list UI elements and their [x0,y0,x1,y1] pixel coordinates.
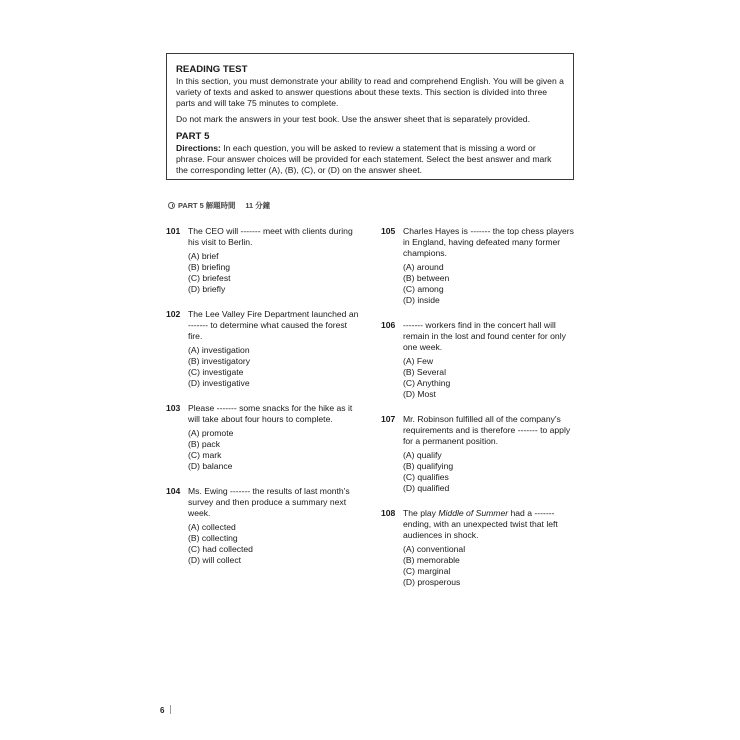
question-stem [403,508,577,541]
answer-option: (C) investigate [188,367,244,377]
question-stem [188,486,362,519]
stem-title: Middle of Summer [438,508,509,518]
section-intro: In this section, you must demonstrate your ability to read and comprehend English. You will be given a variety of texts and asked to answer questions about these texts. This section is divided into three parts and will take 75 minutes to complete. [176,76,564,108]
timer-minutes: 11 分鐘 [245,201,271,210]
stem-text: Mr. Robinson fulfilled all of the company's requirements and is therefore ------- to apply for a permanent position. [403,414,571,446]
question-item [166,486,362,566]
question-item [381,226,577,306]
timer-text: PART 5 解題時間 [178,201,236,210]
question-number: 101 [166,226,181,236]
question-stem [403,320,577,353]
stem-text: The play [403,508,439,518]
answer-option: (C) marginal [403,566,451,576]
question-stem [188,226,362,248]
question-stem [403,414,577,447]
stem-text: ------- workers find in the concert hall will remain in the lost and found center for only one week. [403,320,566,352]
answer-option: (D) qualified [403,483,450,493]
section-title: READING TEST [176,64,248,75]
answer-option: (B) pack [188,439,220,449]
answer-option: (C) had collected [188,544,253,554]
question-column-right [381,226,577,602]
question-body [188,226,362,295]
question-item [381,414,577,494]
question-body [403,320,577,400]
question-number: 103 [166,403,181,413]
answer-option: (A) investigation [188,345,250,355]
answer-option: (A) Few [403,356,434,366]
question-item [166,403,362,472]
answer-option: (A) around [403,262,444,272]
clock-icon [168,202,175,209]
answer-option: (C) among [403,284,444,294]
question-body [188,309,362,389]
part-title: PART 5 [176,131,210,142]
answer-option: (C) briefest [188,273,231,283]
question-number: 107 [381,414,396,424]
answer-option: (A) promote [188,428,234,438]
stem-text: Charles Hayes is ------- the top chess players in England, having defeated many former champions. [403,226,574,258]
question-item [166,226,362,295]
question-item [381,320,577,400]
question-body [403,414,577,494]
answer-option: (B) qualifying [403,461,454,471]
answer-option: (B) collecting [188,533,238,543]
answer-option: (B) briefing [188,262,231,272]
answer-option: (A) brief [188,251,219,261]
question-number: 102 [166,309,181,319]
question-number: 105 [381,226,396,236]
question-number: 106 [381,320,396,330]
question-item [381,508,577,588]
question-number: 108 [381,508,396,518]
question-stem [403,226,577,259]
answer-option: (B) memorable [403,555,460,565]
stem-text: The Lee Valley Fire Department launched an ------- to determine what caused the forest fire. [188,309,359,341]
answer-option: (B) investigatory [188,356,251,366]
question-body [188,486,362,566]
question-column-left [166,226,362,580]
timer-label [168,200,270,211]
answer-option: (B) between [403,273,450,283]
answer-option: (D) briefly [188,284,226,294]
answer-option: (D) will collect [188,555,241,565]
question-stem [188,403,362,425]
answer-option: (A) conventional [403,544,466,554]
instructions-box [166,53,574,180]
stem-text: Ms. Ewing ------- the results of last month's survey and then produce a summary next week. [188,486,350,518]
answer-option: (C) qualifies [403,472,449,482]
answer-option: (D) Most [403,389,436,399]
stem-text-after: had a ------- ending, with an unexpected twist that left audiences in shock. [403,508,558,540]
page-divider [170,705,171,714]
directions-text: In each question, you will be asked to review a statement that is missing a word or phrase. Four answer choices will be provided for each statement. Select the best answer and mark the corresponding letter (A), (B), (C), or (D) on the answer sheet. [176,143,552,175]
answer-option: (D) prosperous [403,577,461,587]
answer-option: (C) Anything [403,378,451,388]
question-body [403,508,577,588]
answer-option: (D) investigative [188,378,250,388]
page-number: 6 [160,706,165,715]
answer-option: (A) qualify [403,450,442,460]
question-number: 104 [166,486,181,496]
question-body [403,226,577,306]
part-directions [176,143,573,176]
answer-option: (B) Several [403,367,446,377]
answer-option: (C) mark [188,450,222,460]
section-note: Do not mark the answers in your test book. Use the answer sheet that is separately provided. [176,114,530,124]
answer-option: (D) inside [403,295,440,305]
stem-text: The CEO will ------- meet with clients during his visit to Berlin. [188,226,353,247]
directions-label: Directions: [176,143,221,153]
answer-option: (D) balance [188,461,233,471]
question-body [188,403,362,472]
question-stem [188,309,362,342]
stem-text: Please ------- some snacks for the hike as it will take about four hours to complete. [188,403,353,424]
answer-option: (A) collected [188,522,236,532]
question-item [166,309,362,389]
